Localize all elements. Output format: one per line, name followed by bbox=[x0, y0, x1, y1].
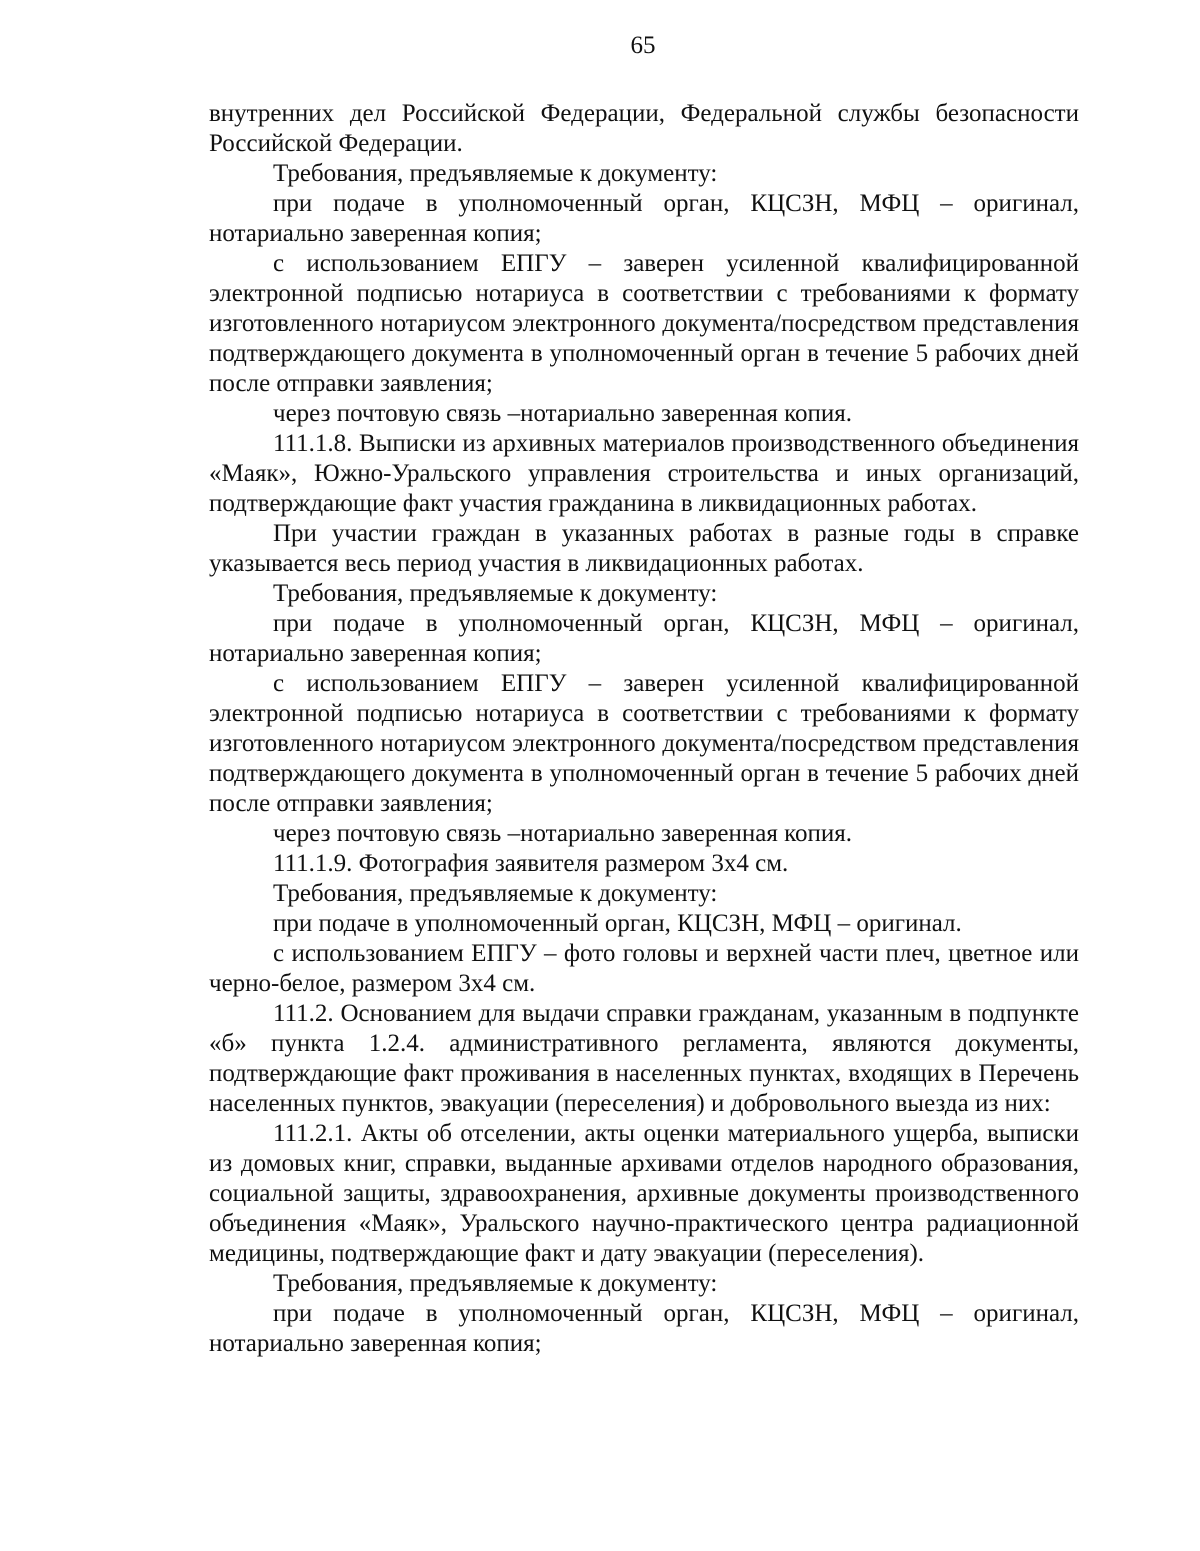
paragraph: через почтовую связь –нотариально заверенная копия. bbox=[273, 400, 852, 427]
paragraph: при подаче в уполномоченный орган, КЦСЗН, МФЦ – оригинал, нотариально заверенная копия; bbox=[209, 190, 1079, 247]
paragraph: Требования, предъявляемые к документу: bbox=[273, 160, 718, 187]
paragraph: 111.2.1. Акты об отселении, акты оценки материального ущерба, выписки из домовых книг, справки, выданные архивами отделов народного образования, социальной защиты, здравоохранения, архивные документы производственного объединения «Маяк», Уральского научно-практического центра радиационной медицины, подтверждающие факт и дату эвакуации (переселения). bbox=[209, 1120, 1079, 1267]
paragraph: При участии граждан в указанных работах в разные годы в справке указывается весь период участия в ликвидационных работах. bbox=[209, 520, 1079, 577]
paragraph: с использованием ЕПГУ – заверен усиленной квалифицированной электронной подписью нотариуса в соответствии с требованиями к формату изготовленного нотариусом электронного документа/посредством представления подтверждающего документа в уполномоченный орган в течение 5 рабочих дней после отправки заявления; bbox=[209, 250, 1079, 397]
paragraph: при подаче в уполномоченный орган, КЦСЗН, МФЦ – оригинал, нотариально заверенная копия; bbox=[209, 610, 1079, 667]
paragraph: 111.2. Основанием для выдачи справки гражданам, указанным в подпункте «б» пункта 1.2.4. административного регламента, являются документы, подтверждающие факт проживания в населенных пунктах, входящих в Перечень населенных пунктов, эвакуации (переселения) и добровольного выезда из них: bbox=[209, 1000, 1079, 1117]
paragraph: Требования, предъявляемые к документу: bbox=[273, 580, 718, 607]
paragraph: Требования, предъявляемые к документу: bbox=[273, 880, 718, 907]
paragraph: при подаче в уполномоченный орган, КЦСЗН, МФЦ – оригинал. bbox=[273, 910, 962, 937]
paragraph: внутренних дел Российской Федерации, Федеральной службы безопасности Российской Федерации. bbox=[209, 100, 1079, 157]
paragraph: 111.1.9. Фотография заявителя размером 3х4 см. bbox=[273, 850, 789, 877]
paragraph: с использованием ЕПГУ – заверен усиленной квалифицированной электронной подписью нотариуса в соответствии с требованиями к формату изготовленного нотариусом электронного документа/посредством представления подтверждающего документа в уполномоченный орган в течение 5 рабочих дней после отправки заявления; bbox=[209, 670, 1079, 817]
paragraph: с использованием ЕПГУ – фото головы и верхней части плеч, цветное или черно-белое, размером 3х4 см. bbox=[209, 940, 1079, 997]
page-number: 65 bbox=[630, 32, 656, 59]
document-body bbox=[209, 99, 1079, 1359]
paragraph: при подаче в уполномоченный орган, КЦСЗН, МФЦ – оригинал, нотариально заверенная копия; bbox=[209, 1300, 1079, 1357]
paragraph: Требования, предъявляемые к документу: bbox=[273, 1270, 718, 1297]
paragraph: 111.1.8. Выписки из архивных материалов производственного объединения «Маяк», Южно-Уральского управления строительства и иных организаций, подтверждающие факт участия гражданина в ликвидационных работах. bbox=[209, 430, 1079, 517]
paragraph: через почтовую связь –нотариально заверенная копия. bbox=[273, 820, 852, 847]
